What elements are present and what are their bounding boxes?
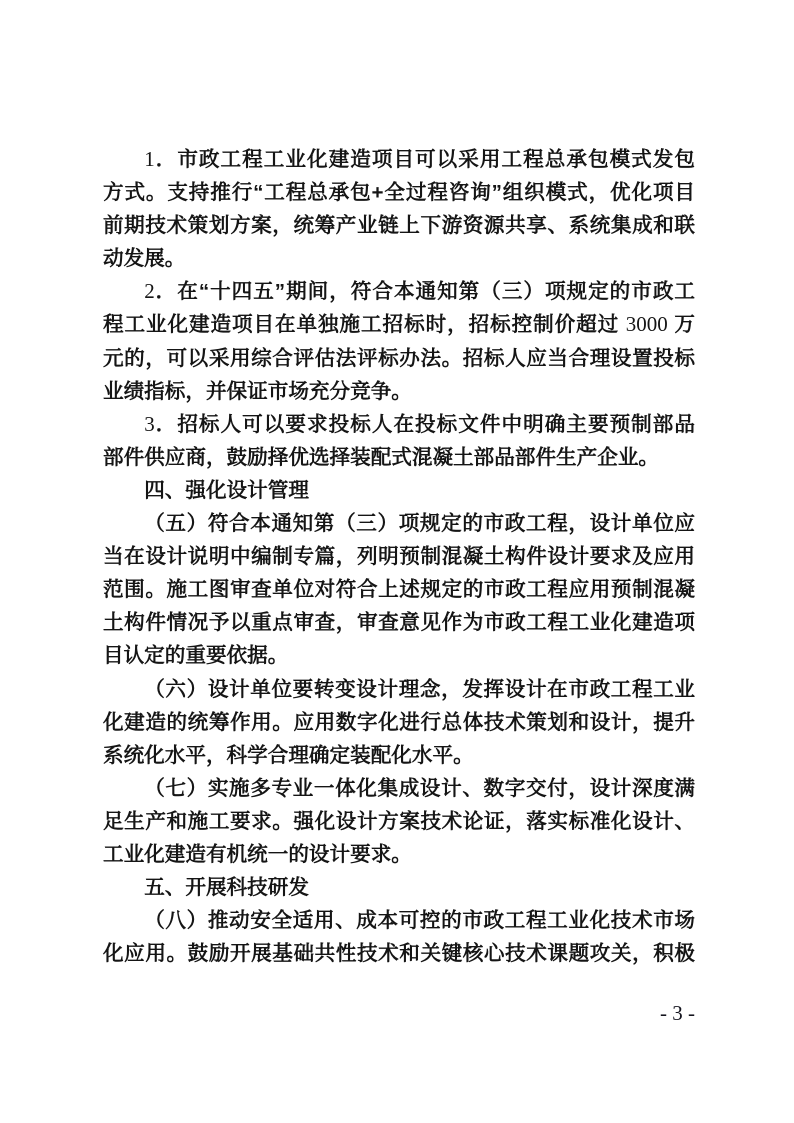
text-line: 动发展。 — [103, 247, 186, 271]
text-line: 程工业化建造项目在单独施工招标时，招标控制价超过 3000 万 — [103, 312, 695, 337]
text-line: 目认定的重要依据。 — [103, 644, 289, 668]
serif-number: 1 — [144, 147, 155, 171]
text-line: 3．招标人可以要求投标人在投标文件中明确主要预制部品 — [144, 411, 695, 436]
paragraph — [103, 143, 695, 275]
heading-line: 四、强化设计管理 — [144, 478, 309, 502]
text-line: 部件供应商，鼓励择优选择装配式混凝土部品部件生产企业。 — [103, 445, 660, 469]
document-body — [103, 143, 695, 970]
paragraph — [103, 275, 695, 407]
text-line: 方式。支持推行“工程总承包+全过程咨询”组织模式，优化项目 — [103, 181, 695, 205]
paragraph — [103, 408, 695, 474]
heading-line: 五、开展科技研发 — [144, 876, 309, 900]
text-line: 土构件情况予以重点审查，审查意见作为市政工程工业化建造项 — [103, 611, 695, 635]
text-line: （八）推动安全适用、成本可控的市政工程工业化技术市场 — [144, 909, 695, 933]
section-heading — [103, 871, 695, 904]
paragraph — [103, 904, 695, 970]
section-heading — [103, 474, 695, 507]
text-line: 元的，可以采用综合评估法评标办法。招标人应当合理设置投标 — [103, 346, 695, 370]
text-line: 系统化水平，科学合理确定装配化水平。 — [103, 743, 474, 767]
serif-number: 3 — [144, 411, 155, 436]
text-line: 足生产和施工要求。强化设计方案技术论证，落实标准化设计、 — [103, 809, 695, 833]
text-line: 业绩指标，并保证市场充分竞争。 — [103, 379, 412, 403]
page-number: - 3 - — [660, 1001, 695, 1025]
text-line: 1．市政工程工业化建造项目可以采用工程总承包模式发包 — [144, 147, 695, 171]
text-line: （七）实施多专业一体化集成设计、数字交付，设计深度满 — [144, 776, 695, 800]
serif-number: 3000 — [625, 312, 668, 337]
text-line: 化应用。鼓励开展基础共性技术和关键核心技术课题攻关，积极 — [103, 942, 695, 966]
serif-number: 2 — [144, 279, 155, 304]
text-line: 前期技术策划方案，统筹产业链上下游资源共享、系统集成和联 — [103, 214, 695, 238]
paragraph — [103, 772, 695, 871]
text-line: 化建造的统筹作用。应用数字化进行总体技术策划和设计，提升 — [103, 710, 695, 734]
text-line: 工业化建造有机统一的设计要求。 — [103, 842, 412, 866]
text-line: 2．在“十四五”期间，符合本通知第（三）项规定的市政工 — [144, 279, 695, 304]
text-line: 当在设计说明中编制专篇，列明预制混凝土构件设计要求及应用 — [103, 545, 695, 569]
text-line: （五）符合本通知第（三）项规定的市政工程，设计单位应 — [144, 512, 695, 536]
text-line: 范围。施工图审查单位对符合上述规定的市政工程应用预制混凝 — [103, 578, 695, 602]
paragraph — [103, 673, 695, 772]
text-line: （六）设计单位要转变设计理念，发挥设计在市政工程工业 — [144, 677, 695, 701]
paragraph — [103, 507, 695, 672]
